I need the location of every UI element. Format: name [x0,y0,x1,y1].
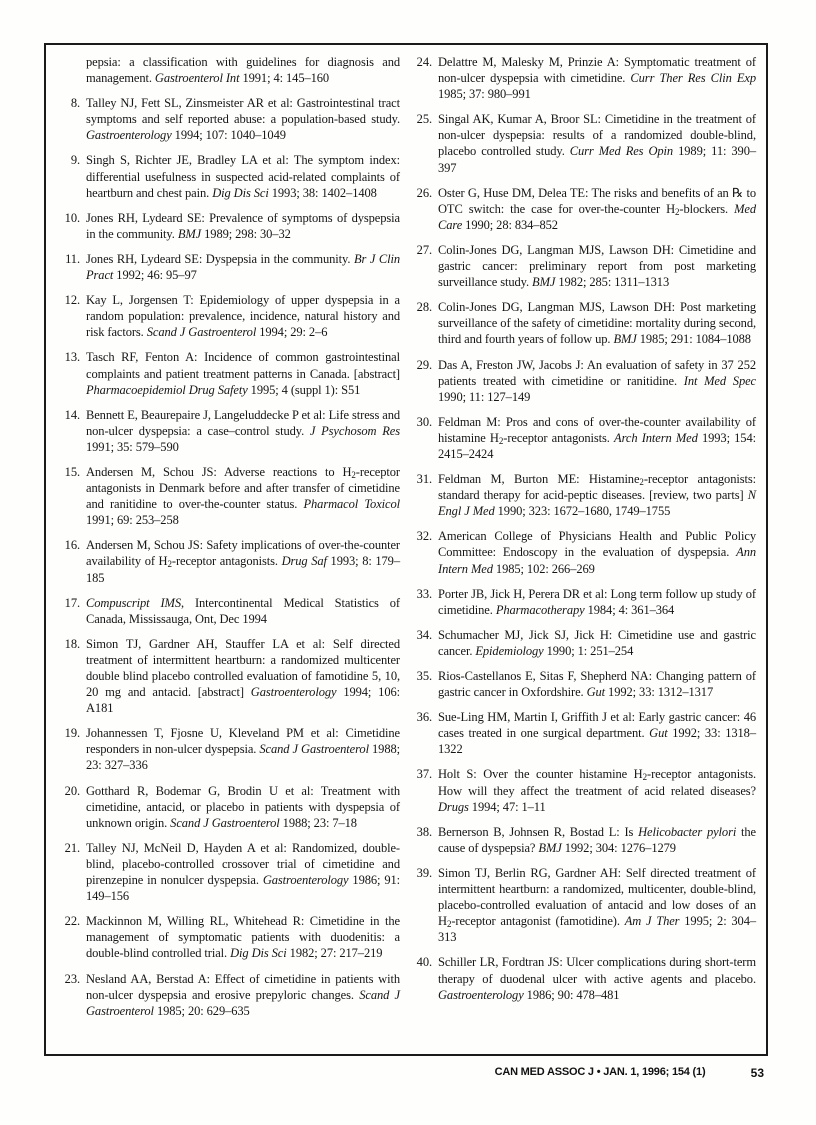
reference-text: Singal AK, Kumar A, Broor SL: Cimetidine in the treatment of non-ulcer dyspepsia: results of a randomized double-blind, placebo controlled study. Curr Med Res Opin 1989; 11: 390–397 [438,112,756,175]
reference-item [58,537,400,585]
reference-item [410,865,756,945]
reference-text: Schumacher MJ, Jick SJ, Jick H: Cimetidine use and gastric cancer. Epidemiology 1990; 1: 251–254 [438,627,756,658]
reference-text: Talley NJ, Fett SL, Zinsmeister AR et al: Gastrointestinal tract symptoms and self reported abuse: a population-based study. Gastroenterology 1994; 107: 1040–1049 [86,96,400,143]
reference-item [410,586,756,618]
reference-text: Simon TJ, Gardner AH, Stauffer LA et al: Self directed treatment of intermittent heartburn: a randomized multicenter double blind placebo controlled evaluation of famotidine 5, 10, 20 mg and antacid. [abstract] Gastroenterology 1994; 106: A181 [86,636,400,716]
reference-number: 36. [416,710,432,725]
journal-citation-line: CAN MED ASSOC J • JAN. 1, 1996; 154 (1) [494,1066,706,1078]
reference-number: 9. [70,153,80,168]
reference-number: 26. [416,185,432,200]
reference-number: 37. [416,767,432,782]
reference-item [410,54,756,102]
reference-text: Rios-Castellanos E, Sitas F, Shepherd NA: Changing pattern of gastric cancer in Oxfordshire. Gut 1992; 33: 1312–1317 [438,669,756,700]
reference-number: 29. [416,357,432,372]
reference-number: 20. [64,783,80,798]
reference-number: 28. [416,300,432,315]
reference-number: 11. [65,251,80,266]
reference-number: 38. [416,824,432,839]
reference-item [410,111,756,175]
reference-text: American College of Physicians Health and Public Policy Committee: Endoscopy in the evaluation of dyspepsia. Ann Intern Med 1985; 102: 266–269 [438,529,756,576]
reference-number: 24. [416,55,432,69]
reference-number: 12. [64,293,80,308]
reference-number: 16. [64,538,80,553]
reference-number: 21. [64,840,80,855]
reference-item [410,528,756,576]
reference-number: 25. [416,112,432,127]
reference-item [58,725,400,773]
reference-number: 40. [416,955,432,970]
reference-number: 31. [416,472,432,487]
reference-text: Colin-Jones DG, Langman MJS, Lawson DH: Cimetidine and gastric cancer: preliminary report from post marketing surveillance study. BMJ 1982; 285: 1311–1313 [438,242,756,290]
reference-number: 17. [64,595,80,610]
reference-text: Andersen M, Schou JS: Safety implications of over-the-counter availability of $H_2$-receptor antagonists. Drug Saf 1993; 8: 179–185 [86,538,400,585]
reference-number: 10. [64,210,80,225]
page-border-frame [44,43,768,1056]
reference-item [58,349,400,397]
reference-number: 15. [64,464,80,479]
reference-item [58,464,400,528]
reference-item [410,185,756,233]
reference-item [410,299,756,347]
reference-item [58,251,400,283]
reference-text: Gotthard R, Bodemar G, Brodin U et al: Treatment with cimetidine, antacid, or placebo in patients with dyspepsia of unknown origin. Scand J Gastroenterol 1988; 23: 7–18 [86,783,400,830]
reference-item [58,292,400,340]
reference-item [410,627,756,659]
reference-text: Johannessen T, Fjosne U, Kleveland PM et al: Cimetidine responders in non-ulcer dyspepsia. Scand J Gastroenterol 1988; 23: 327–336 [86,726,400,773]
reference-number: 13. [64,350,80,365]
reference-item [58,840,400,904]
reference-number: 14. [64,407,80,422]
reference-item [410,824,756,856]
reference-number: 18. [64,636,80,651]
reference-number: 34. [416,627,432,642]
reference-text: Holt S: Over the counter histamine $H_2$-receptor antagonists. How will they affect the treatment of acid related diseases? Drugs 1994; 47: 1–11 [438,767,757,814]
reference-text: Mackinnon M, Willing RL, Whitehead R: Cimetidine in the management of symptomatic patients with duodenitis: a double-blind controlled trial. Dig Dis Sci 1982; 27: 217–219 [86,914,400,961]
reference-item [410,954,756,1002]
reference-text: Nesland AA, Berstad A: Effect of cimetidine in patients with non-ulcer dyspepsia and erosive prepyloric changes. Scand J Gastroenterol 1985; 20: 629–635 [86,971,401,1018]
reference-text: Jones RH, Lydeard SE: Prevalence of symptoms of dyspepsia in the community. BMJ 1989; 298: 30–32 [86,210,400,241]
reference-number: 33. [416,586,432,601]
reference-text: Sue-Ling HM, Martin I, Griffith J et al: Early gastric cancer: 46 cases treated in one surgical department. Gut 1992; 33: 1318–1322 [438,710,756,757]
reference-number: 39. [416,865,432,880]
reference-text: Andersen M, Schou JS: Adverse reactions to $H_2$-receptor antagonists in Denmark before and after transfer of cimetidine and ranitidine to over-the-counter status. Pharmacol Toxicol 1991; 69: 253–258 [86,464,400,528]
reference-item [410,357,756,405]
reference-text: Delattre M, Malesky M, Prinzie A: Symptomatic treatment of non-ulcer dyspepsia with cimetidine. Curr Ther Res Clin Exp 1985; 37: 980–991 [438,55,756,102]
reference-text: Das A, Freston JW, Jacobs J: An evaluation of safety in 37 252 patients treated with cimetidine or ranitidine. Int Med Spec 1990; 11: 127–149 [438,357,756,404]
reference-number: 30. [416,414,432,429]
reference-text: Bernerson B, Johnsen R, Bostad L: Is Helicobacter pylori the cause of dyspepsia? BMJ 1992; 304: 1276–1279 [438,824,756,855]
reference-number: 35. [416,669,432,683]
reference-item [410,471,756,519]
reference-number: 8. [70,96,80,111]
reference-text: Jones RH, Lydeard SE: Dyspepsia in the community. Br J Clin Pract 1992; 46: 95–97 [86,251,400,283]
references-column-right [410,54,756,1012]
reference-text: Singh S, Richter JE, Bradley LA et al: The symptom index: differential usefulness in suspected acid-related complaints of heartburn and chest pain. Dig Dis Sci 1993; 38: 1402–1408 [86,153,400,200]
reference-item [410,242,756,290]
reference-item [410,709,756,757]
reference-text: Schiller LR, Fordtran JS: Ulcer complications during short-term therapy of duodenal ulcer with active agents and placebo. Gastroenterology 1986; 90: 478–481 [438,955,756,1002]
reference-text: Feldman M, Burton ME: Histamine$_2$-receptor antagonists: standard therapy for acid-peptic diseases. [review, two parts] N Engl J Med 1990; 323: 1672–1680, 1749–1755 [438,472,757,519]
reference-item [58,210,400,242]
reference-number: 32. [416,529,432,544]
reference-item [58,152,400,200]
page-footer [0,1066,816,1086]
reference-text: Kay L, Jorgensen T: Epidemiology of upper dyspepsia in a random population: prevalence, incidence, natural history and risk factors. Scand J Gastroenterol 1994; 29: 2–6 [86,293,400,340]
reference-item [410,668,756,700]
reference-number: 22. [64,914,80,929]
reference-text: Feldman M: Pros and cons of over-the-counter availability of histamine $H_2$-receptor antagonists. Arch Intern Med 1993; 154: 2415–2424 [438,414,756,461]
reference-item [58,913,400,961]
reference-number [58,54,86,86]
reference-text: Porter JB, Jick H, Perera DR et al: Long term follow up study of cimetidine. Pharmacotherapy 1984; 4: 361–364 [438,586,756,617]
reference-item [58,95,400,143]
reference-item [58,54,400,86]
reference-item [58,595,400,627]
reference-text: Oster G, Huse DM, Delea TE: The risks and benefits of an ℞ to OTC switch: the case for over-the-counter $H_2$-blockers. Med Care 1990; 28: 834–852 [438,185,756,232]
reference-text: Simon TJ, Berlin RG, Gardner AH: Self directed treatment of intermittent heartburn: a randomized, multicenter, double-blind, placebo-controlled evaluation of antacid and low doses of an $H_2$-receptor antagonist (famotidine). Am J Ther 1995; 2: 304–313 [438,865,756,945]
reference-text: Colin-Jones DG, Langman MJS, Lawson DH: Post marketing surveillance of the safety of cimetidine: mortality during second, third and fourth years of follow up. BMJ 1985; 291: 1084–1088 [438,300,756,347]
reference-item [58,783,400,831]
reference-item [410,766,756,814]
reference-text: Tasch RF, Fenton A: Incidence of common gastrointestinal complaints and patient treatment patterns in Canada. [abstract] Pharmacoepidemiol Drug Safety 1995; 4 (suppl 1): S51 [86,350,400,397]
reference-number: 19. [64,726,80,741]
reference-text: Talley NJ, McNeil D, Hayden A et al: Randomized, double-blind, placebo-controlled crossover trial of cimetidine and pirenzepine in nonulcer dyspepsia. Gastroenterology 1986; 91: 149–156 [86,840,400,904]
reference-text: Compuscript IMS, Intercontinental Medical Statistics of Canada, Mississauga, Ont, Dec 1994 [86,595,400,626]
page-number: 53 [750,1066,764,1080]
reference-text: pepsia: a classification with guidelines for diagnosis and management. Gastroenterol Int 1991; 4: 145–160 [86,55,400,86]
reference-item [58,407,400,455]
reference-item [410,414,756,462]
reference-number: 23. [64,971,80,986]
references-column-left [58,54,400,1028]
reference-item [58,636,400,716]
reference-item [58,971,400,1019]
reference-number: 27. [416,242,432,257]
reference-text: Bennett E, Beaurepaire J, Langeluddecke P et al: Life stress and non-ulcer dyspepsia: a case–control study. J Psychosom Res 1991; 35: 579–590 [86,407,400,454]
